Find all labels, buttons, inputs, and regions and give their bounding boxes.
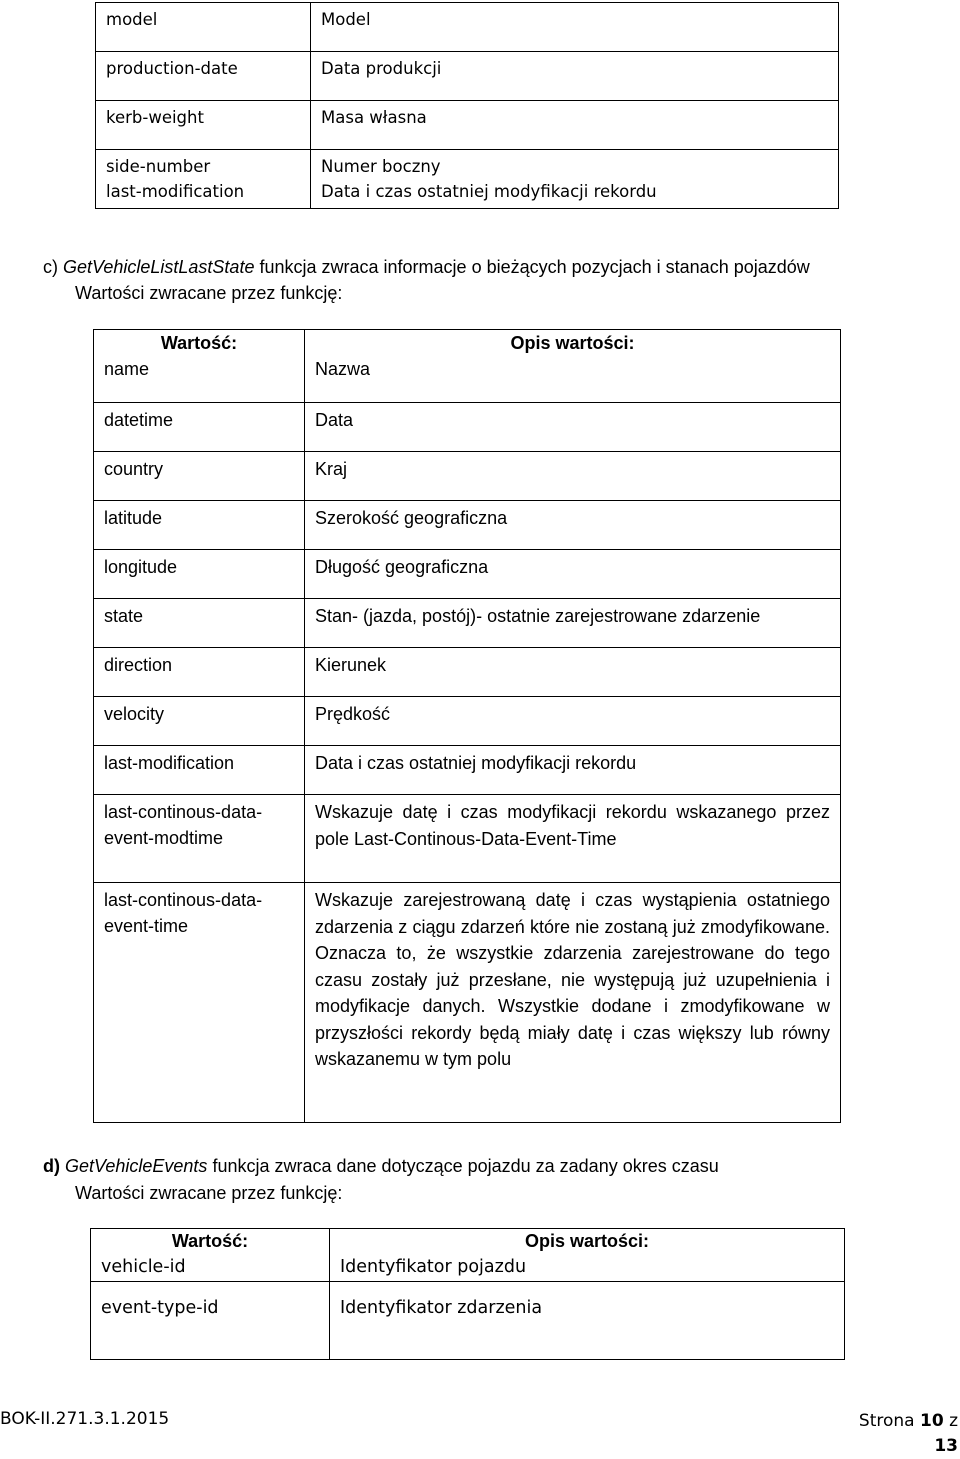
column-header-desc: Opis wartości: bbox=[510, 333, 635, 353]
table-row bbox=[94, 330, 841, 403]
field-desc: Prędkość bbox=[305, 697, 841, 746]
returns-label: Wartości zwracane przez funkcję: bbox=[75, 1183, 343, 1203]
field-key: Wartość: vehicle-id bbox=[91, 1229, 330, 1282]
field-key: last-continous-data-event-time bbox=[94, 883, 305, 1123]
field-key: Wartość: name bbox=[94, 330, 305, 403]
function-name: GetVehicleEvents bbox=[65, 1156, 208, 1176]
section-d-heading: d) GetVehicleEvents funkcja zwraca dane dotyczące pojazdu za zadany okres czasu bbox=[43, 1156, 719, 1176]
table-row bbox=[96, 3, 839, 52]
field-desc: Kierunek bbox=[305, 648, 841, 697]
table-row bbox=[94, 452, 841, 501]
table-row bbox=[94, 883, 841, 1123]
table-row bbox=[94, 648, 841, 697]
field-desc: Identyfikator zdarzenia bbox=[330, 1282, 845, 1360]
field-desc: Stan- (jazda, postój)- ostatnie zarejestrowane zdarzenie bbox=[305, 599, 841, 648]
table-row bbox=[94, 697, 841, 746]
table-row bbox=[91, 1282, 845, 1360]
column-header-desc: Opis wartości: bbox=[524, 1231, 650, 1251]
table-row bbox=[94, 403, 841, 452]
vehicle-events-table bbox=[90, 1228, 845, 1360]
field-desc: Numer boczny Data i czas ostatniej modyfikacji rekordu bbox=[311, 150, 839, 209]
field-key: event-type-id bbox=[91, 1282, 330, 1360]
table-row bbox=[94, 599, 841, 648]
returns-label: Wartości zwracane przez funkcję: bbox=[75, 283, 343, 303]
field-desc: Data i czas ostatniej modyfikacji rekordu bbox=[305, 746, 841, 795]
table-row bbox=[94, 795, 841, 883]
field-desc: Model bbox=[311, 3, 839, 52]
column-header-value: Wartość: bbox=[160, 333, 238, 353]
table-row bbox=[96, 150, 839, 209]
table-row bbox=[94, 746, 841, 795]
field-key: model bbox=[96, 3, 311, 52]
field-desc: Wskazuje datę i czas modyfikacji rekordu wskazanego przez pole Last-Continous-Data-Event-Time bbox=[305, 795, 841, 883]
field-key: latitude bbox=[94, 501, 305, 550]
document-reference: BOK-II.271.3.1.2015 bbox=[0, 1409, 170, 1429]
field-desc: Data bbox=[305, 403, 841, 452]
table-row bbox=[94, 501, 841, 550]
field-desc: Długość geograficzna bbox=[305, 550, 841, 599]
field-key: state bbox=[94, 599, 305, 648]
field-key: production-date bbox=[96, 52, 311, 101]
field-key: longitude bbox=[94, 550, 305, 599]
table-row bbox=[91, 1229, 845, 1282]
vehicle-fields-table bbox=[95, 2, 839, 209]
field-desc: Data produkcji bbox=[311, 52, 839, 101]
table-row bbox=[96, 52, 839, 101]
field-desc: Masa własna bbox=[311, 101, 839, 150]
field-key: velocity bbox=[94, 697, 305, 746]
field-desc: Kraj bbox=[305, 452, 841, 501]
field-key: side-number last-modification bbox=[96, 150, 311, 209]
column-header-value: Wartość: bbox=[171, 1231, 249, 1251]
field-key: kerb-weight bbox=[96, 101, 311, 150]
field-key: last-modification bbox=[94, 746, 305, 795]
field-desc: Wskazuje zarejestrowaną datę i czas wystąpienia ostatniego zdarzenia z ciągu zdarzeń które nie zostaną już zmodyfikowane. Oznacza to, że wszystkie zdarzenia zarejestrowane do tego czasu zostały już przesłane, nie występują już uzupełnienia i modyfikacje danych. Wszystkie dodane i zmodyfikowane w przyszłości rekordy będą miały datę i czas większy lub równy wskazanemu w tym polu bbox=[305, 883, 841, 1123]
table-row bbox=[96, 101, 839, 150]
field-key: last-continous-data-event-modtime bbox=[94, 795, 305, 883]
table-row bbox=[94, 550, 841, 599]
function-name: GetVehicleListLastState bbox=[63, 257, 255, 277]
page-number: Strona 10 z 13 bbox=[858, 1411, 958, 1456]
field-key: datetime bbox=[94, 403, 305, 452]
field-desc: Opis wartości: Identyfikator pojazdu bbox=[330, 1229, 845, 1282]
field-key: direction bbox=[94, 648, 305, 697]
field-desc: Opis wartości: Nazwa bbox=[305, 330, 841, 403]
field-desc: Szerokość geograficzna bbox=[305, 501, 841, 550]
last-state-table bbox=[93, 329, 841, 1123]
field-key: country bbox=[94, 452, 305, 501]
section-c-heading: c) GetVehicleListLastState funkcja zwraca informacje o bieżących pozycjach i stanach pojazdów bbox=[43, 257, 810, 277]
